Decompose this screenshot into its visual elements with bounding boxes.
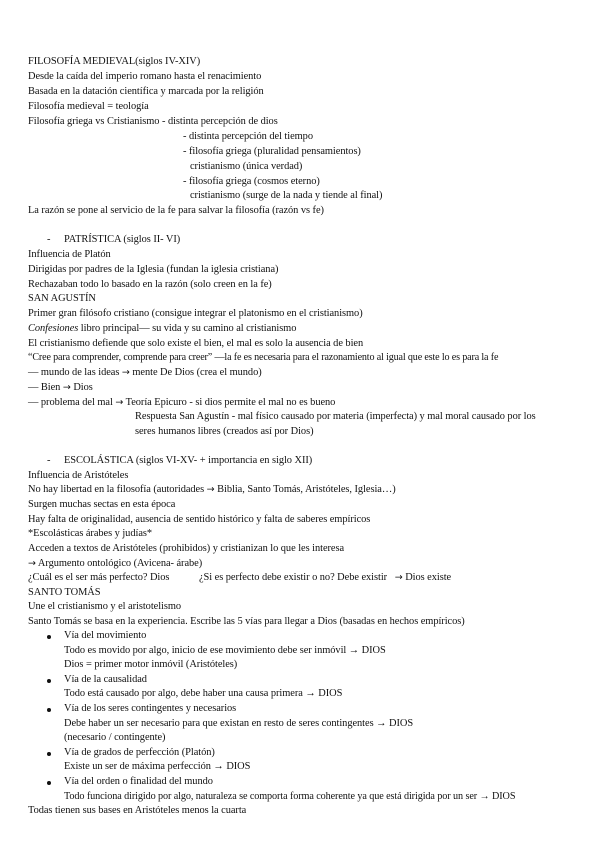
via-title: Vía de los seres contingentes y necesarios xyxy=(64,703,237,714)
body-line: Surgen muchas sectas en esta época xyxy=(28,499,176,510)
arrow-icon: → xyxy=(62,382,71,393)
body-line: *Escolásticas árabes y judías* xyxy=(28,528,153,539)
via-line: (necesario / contingente) xyxy=(64,732,166,743)
body-line: Primer gran filósofo cristiano (consigue integrar el platonismo en el cristianismo) xyxy=(28,308,363,319)
body-line: Respuesta San Agustín - mal físico causado por materia (imperfecta) y mal moral causado por los xyxy=(135,411,536,422)
closing-line: Todas tienen sus bases en Aristóteles menos la cuarta xyxy=(28,805,247,816)
bullet-icon xyxy=(47,679,51,683)
arrow-icon: → xyxy=(28,558,36,569)
intro-line: Basada en la datación científica y marcada por la religión xyxy=(28,86,264,97)
section-dash: - xyxy=(47,234,51,245)
body-line: Santo Tomás se basa en la experiencia. Escribe las 5 vías para llegar a Dios (basadas en hechos empíricos) xyxy=(28,616,465,627)
via-title: Vía de la causalidad xyxy=(64,674,147,685)
body-line: ¿Si es perfecto debe existir o no? Debe existir → Dios existe xyxy=(199,572,452,583)
page-title: FILOSOFÍA MEDIEVAL(siglos IV-XIV) xyxy=(28,56,201,67)
arrow-icon: → xyxy=(394,572,403,583)
via-line: Todo funciona dirigido por algo, naturaleza se comporta forma coherente ya que está dirigida por un ser → DIOS xyxy=(64,791,516,802)
via-line: Debe haber un ser necesario para que existan en resto de seres contingentes → DIOS xyxy=(64,718,414,729)
body-line: → Argumento ontológico (Avicena- árabe) xyxy=(28,558,203,569)
comparison-line: cristianismo (surge de la nada y tiende al final) xyxy=(190,190,383,201)
via-line: Todo es movido por algo, inicio de ese movimiento debe ser inmóvil → DIOS xyxy=(64,645,386,656)
body-line: Rechazaban todo lo basado en la razón (solo creen en la fe) xyxy=(28,279,272,290)
via-title: Vía de grados de perfección (Platón) xyxy=(64,747,215,758)
via-line: Dios = primer motor inmóvil (Aristóteles) xyxy=(64,659,238,670)
comparison-line: - distinta percepción del tiempo xyxy=(183,131,313,142)
body-line: — problema del mal → Teoría Epicuro - si dios permite el mal no es bueno xyxy=(28,397,336,408)
body-line: Hay falta de originalidad, ausencia de sentido histórico y falta de saberes empíricos xyxy=(28,514,371,525)
section-heading-santo-tomas: SANTO TOMÁS xyxy=(28,587,101,598)
book-title: Confesiones xyxy=(28,323,79,334)
confesiones-line: Confesiones libro principal— su vida y su camino al cristianismo xyxy=(28,323,297,334)
body-line: ¿Cuál es el ser más perfecto? Dios xyxy=(28,572,170,583)
body-line: El cristianismo defiende que solo existe el bien, el mal es solo la ausencia de bien xyxy=(28,338,364,349)
arrow-icon: → xyxy=(115,397,124,408)
body-line: — mundo de las ideas → mente De Dios (crea el mundo) xyxy=(28,367,262,378)
section-heading-san-agustin: SAN AGUSTÍN xyxy=(28,293,96,304)
body-line: Une el cristianismo y el aristotelismo xyxy=(28,601,182,612)
body-line: Influencia de Aristóteles xyxy=(28,470,129,481)
comparison-line: cristianismo (única verdad) xyxy=(190,161,303,172)
comparison-line: - filosofía griega (pluralidad pensamientos) xyxy=(183,146,361,157)
body-line: No hay libertad en la filosofía (autoridades → Biblia, Santo Tomás, Aristóteles, Iglesia…) xyxy=(28,484,396,495)
arrow-icon: → xyxy=(206,484,215,495)
via-title: Vía del movimiento xyxy=(64,630,147,641)
bullet-icon xyxy=(47,781,51,785)
via-line: Existe un ser de máxima perfección → DIOS xyxy=(64,761,251,772)
body-line: seres humanos libres (creados así por Dios) xyxy=(135,426,314,437)
via-title: Vía del orden o finalidad del mundo xyxy=(64,776,213,787)
quote-line: “Cree para comprender, comprende para creer” —la fe es necesaria para el razonamiento al igual que este lo es para la fe xyxy=(28,352,499,363)
arrow-icon: → xyxy=(121,367,130,378)
body-line: Dirigidas por padres de la Iglesia (fundan la iglesia cristiana) xyxy=(28,264,279,275)
body-line: Acceden a textos de Aristóteles (prohibidos) y cristianizan lo que les interesa xyxy=(28,543,345,554)
intro-line: Filosofía griega vs Cristianismo - distinta percepción de dios xyxy=(28,116,278,127)
bullet-icon xyxy=(47,708,51,712)
bullet-icon xyxy=(47,752,51,756)
section-heading-patristica: PATRÍSTICA (siglos II- VI) xyxy=(64,234,181,245)
body-line: — Bien → Dios xyxy=(28,382,93,393)
comparison-line: - filosofía griega (cosmos eterno) xyxy=(183,176,320,187)
section-heading-escolastica: ESCOLÁSTICA (siglos VI-XV- + importancia en siglo XII) xyxy=(64,455,313,466)
reason-line: La razón se pone al servicio de la fe para salvar la filosofía (razón vs fe) xyxy=(28,205,324,216)
section-dash: - xyxy=(47,455,51,466)
via-line: Todo está causado por algo, debe haber una causa primera → DIOS xyxy=(64,688,343,699)
intro-line: Filosofía medieval = teología xyxy=(28,101,149,112)
body-line: Influencia de Platón xyxy=(28,249,111,260)
bullet-icon xyxy=(47,635,51,639)
intro-line: Desde la caída del imperio romano hasta el renacimiento xyxy=(28,71,262,82)
